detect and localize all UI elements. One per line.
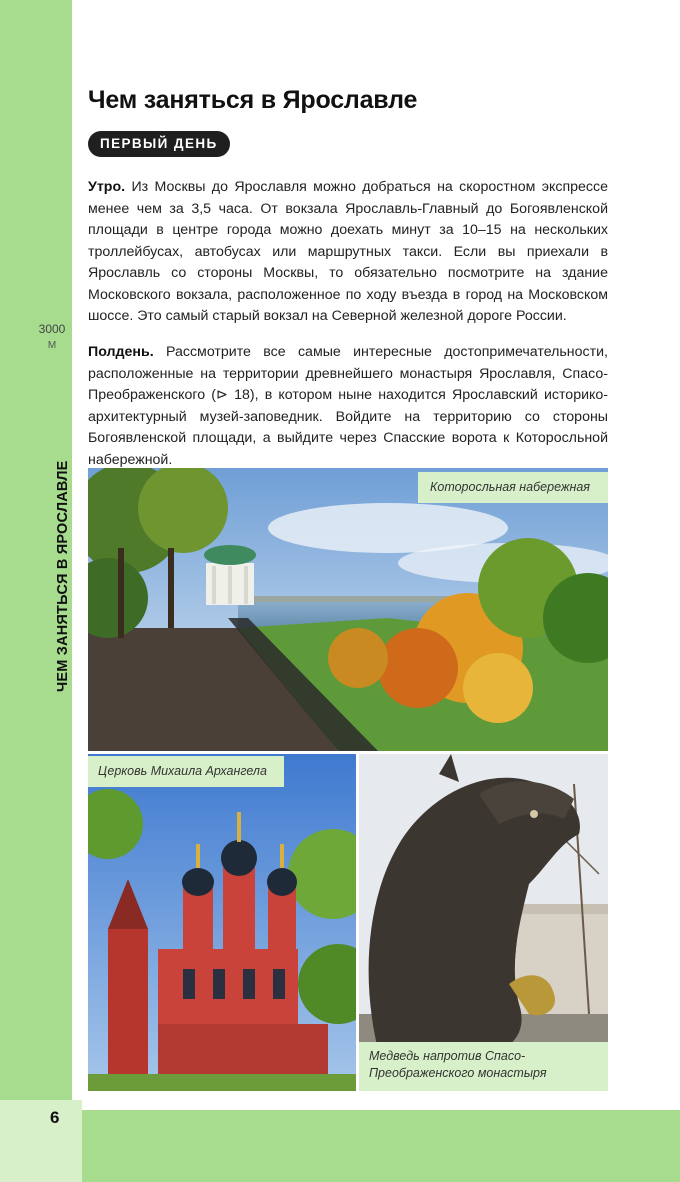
side-section-title xyxy=(52,460,74,692)
noon-label: Полдень. xyxy=(88,344,154,360)
reference-arrow-icon: ⊳ xyxy=(216,387,228,403)
noon-text-1: Рассмотрите все самые интересные достопримечательности, расположенные на территории древнейшего монастыря Ярославля, Спасо-Преображенского ( xyxy=(88,344,608,403)
photo-bear-statue xyxy=(359,754,608,1091)
photo-embankment xyxy=(88,468,608,751)
paragraph-morning xyxy=(88,177,608,328)
caption-embankment: Которосльная набережная xyxy=(418,472,608,503)
paragraph-noon xyxy=(88,342,608,471)
page-number-box xyxy=(0,1100,82,1182)
stat-unit: М xyxy=(47,340,57,351)
page-title: Чем заняться в Ярославле xyxy=(88,86,418,114)
morning-label: Утро. xyxy=(88,179,126,195)
bottom-band xyxy=(82,1110,680,1182)
photo-church xyxy=(88,754,356,1091)
page-number: 6 xyxy=(50,1108,60,1127)
noon-text-2: ), в котором ныне находится Ярославский историко-архитектурный музей-заповедник. Войдите на территорию со стороны Богоявленской площади, а выйдите через Спасские ворота к Которосльной набережной. xyxy=(88,387,608,468)
noon-ref-number: 18 xyxy=(227,387,250,403)
side-stat xyxy=(36,322,68,351)
caption-church: Церковь Михаила Архангела xyxy=(88,756,284,787)
morning-text: Из Москвы до Ярославля можно добраться на скоростном экспрессе менее чем за 3,5 часа. От вокзала Ярославль-Главный до Богоявленской площади в центре города можно доехать минут за 10–15 на нескольких троллейбусах, автобусах или маршрутных такси. Если вы приехали в Ярославль со стороны Москвы, то обязательно посмотрите на здание Московского вокзала, расположенное по ходу въезда в город на Московском шоссе. Это самый старый вокзал на Северной железной дороге России. xyxy=(88,179,608,324)
stat-number: 3000 xyxy=(38,322,66,336)
day-badge: ПЕРВЫЙ ДЕНЬ xyxy=(88,131,230,157)
side-section-title-text: ЧЕМ ЗАНЯТЬСЯ В ЯРОСЛАВЛЕ xyxy=(55,460,71,692)
caption-bear-statue: Медведь напротив Спасо-Преображенского монастыря xyxy=(359,1042,608,1091)
